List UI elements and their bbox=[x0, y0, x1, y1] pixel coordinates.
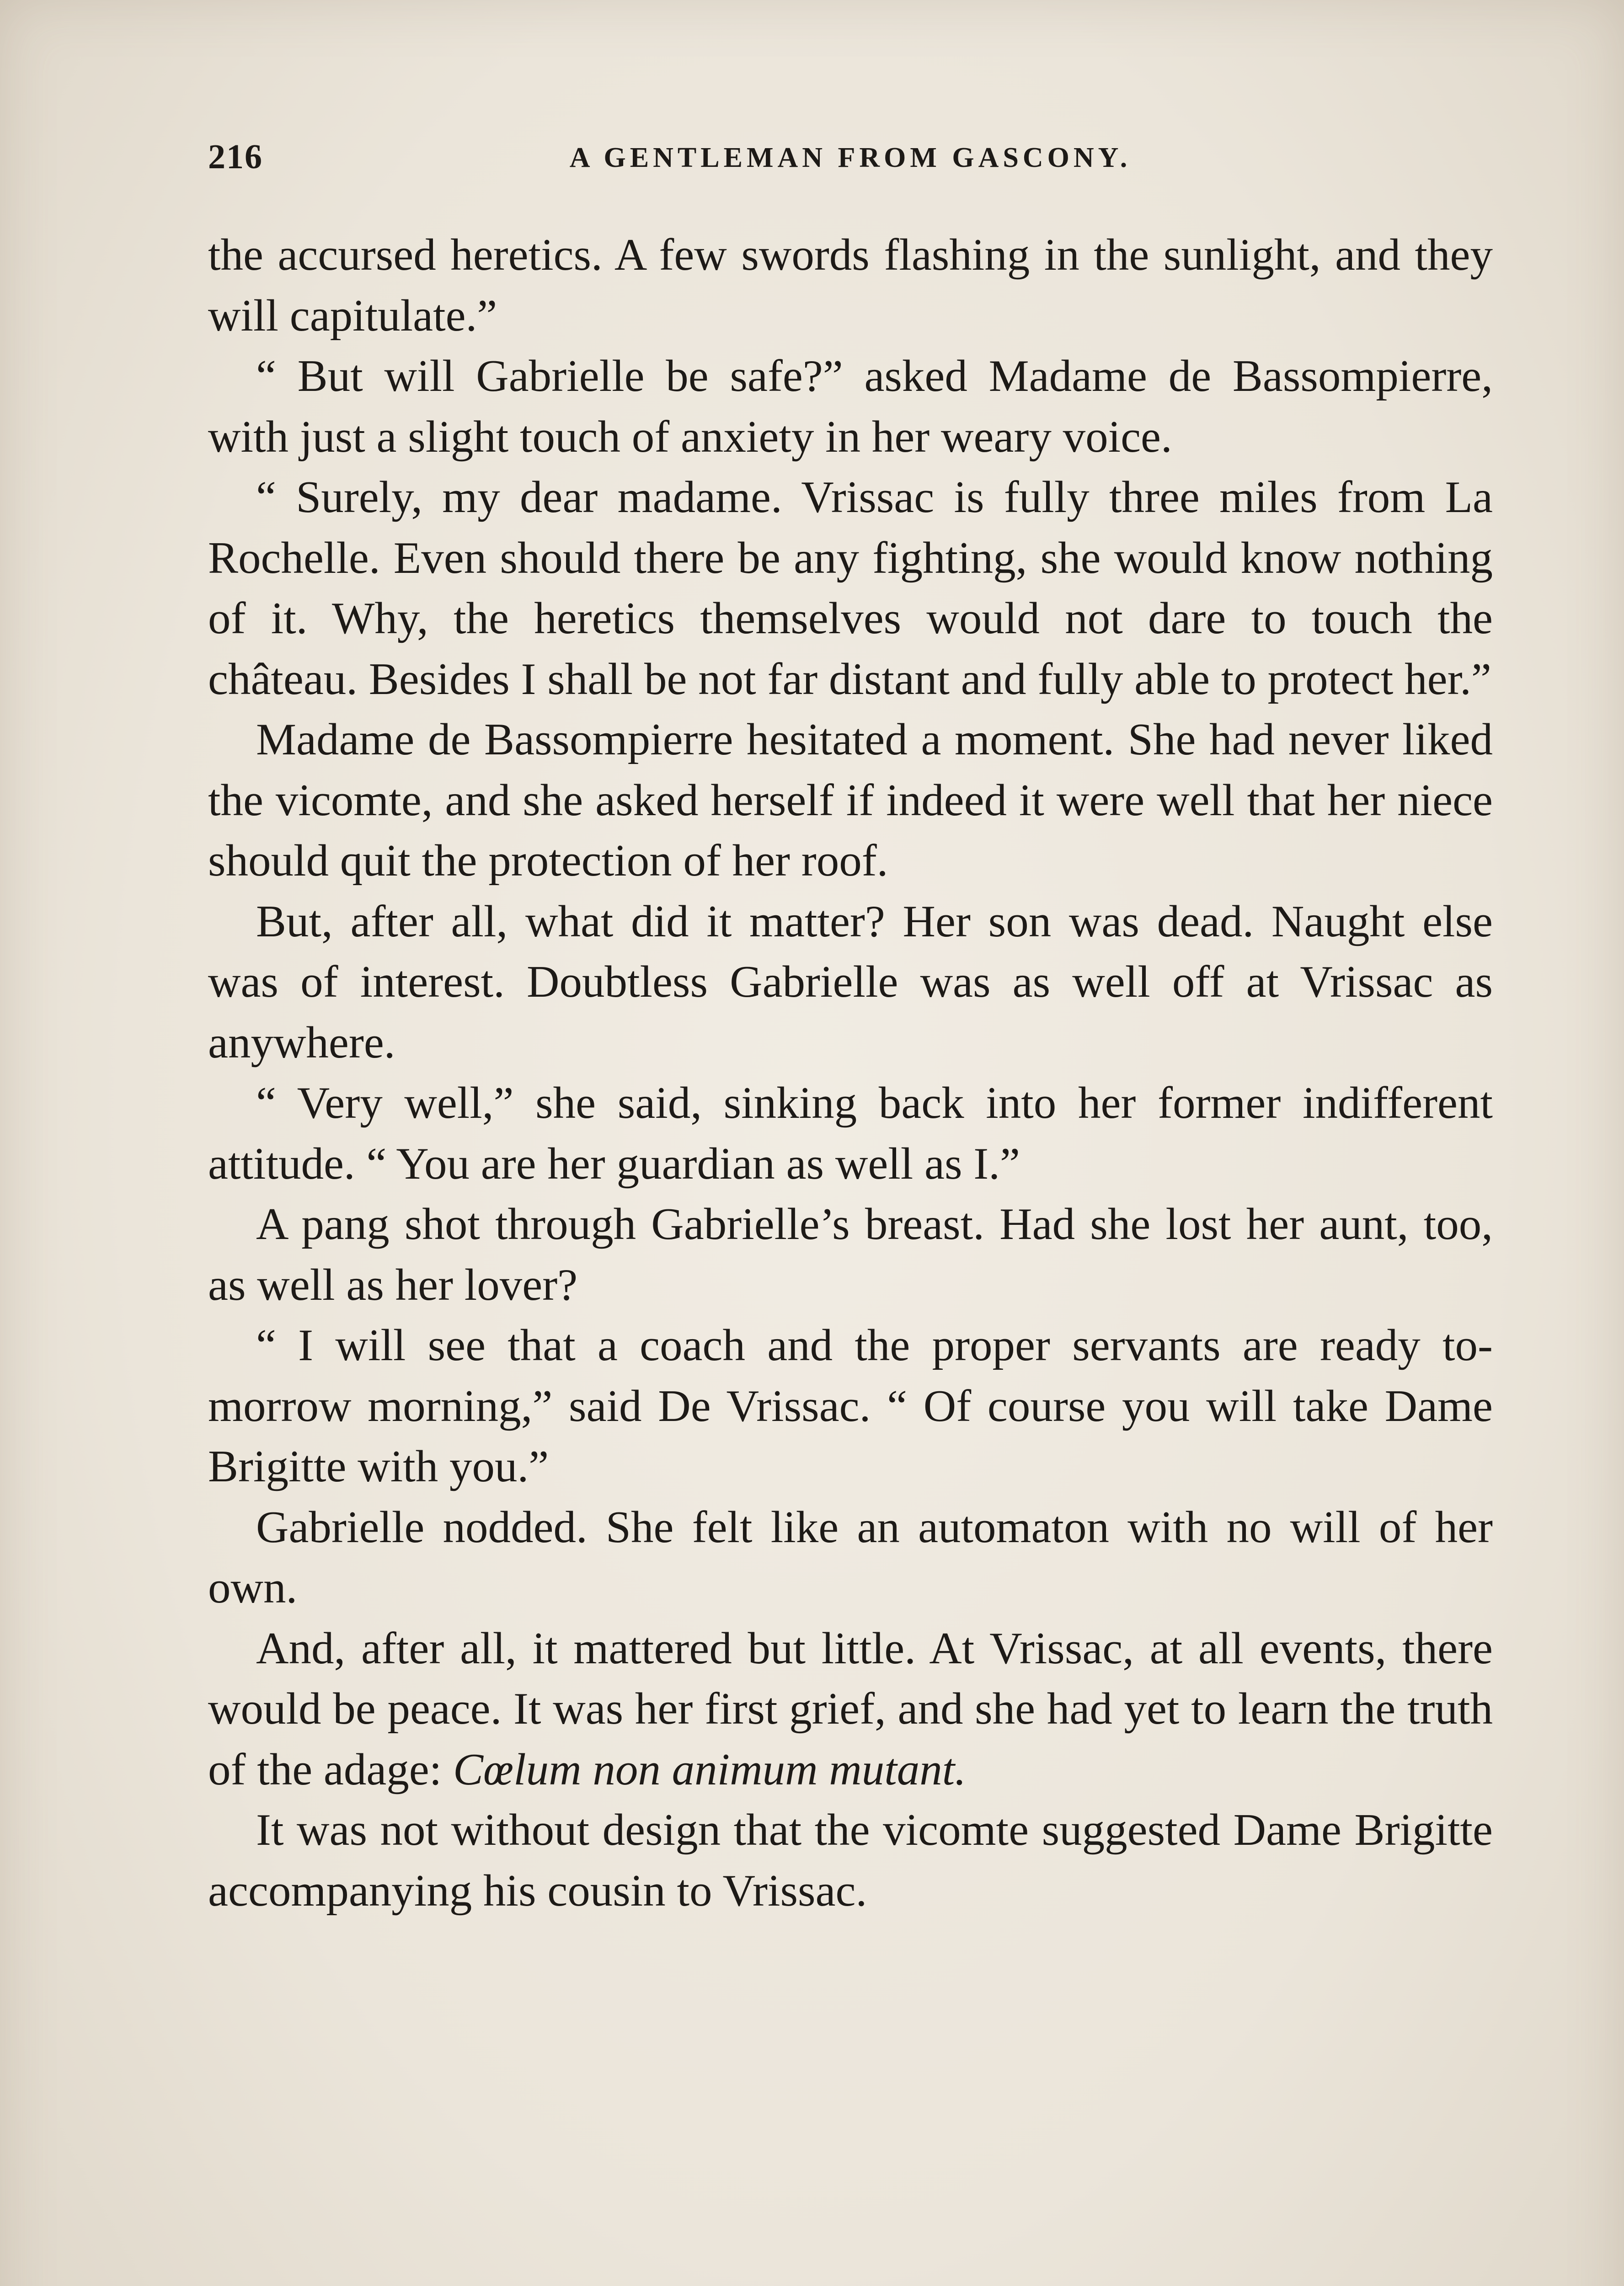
paragraph: “ But will Gabrielle be safe?” asked Madame de Bassompierre, with just a slight touch of anxiety in her weary voice. bbox=[208, 351, 1493, 462]
paragraph: A pang shot through Gabrielle’s breast. Had she lost her aunt, too, as well as her lover? bbox=[208, 1199, 1493, 1310]
paragraph: It was not without design that the vicomte suggested Dame Brigitte accompanying his cousin to Vrissac. bbox=[208, 1805, 1493, 1916]
paragraph-adage bbox=[208, 1618, 1493, 1800]
paragraph: “ I will see that a coach and the proper servants are ready to-morrow morning,” said De Vrissac. “ Of course you will take Dame Brigitte with you.” bbox=[208, 1320, 1493, 1491]
paragraph-text: And, after all, it mattered but little. At Vrissac, at all events, there would be peace. It was her first grief, and she had yet to learn the truth of the adage: bbox=[208, 1623, 1493, 1795]
paragraph: “ Very well,” she said, sinking back into her former indifferent attitude. “ You are her guardian as well as I.” bbox=[208, 1078, 1493, 1189]
body-text bbox=[208, 225, 1493, 1921]
paragraph: But, after all, what did it matter? Her son was dead. Naught else was of interest. Doubtless Gabrielle was as well off at Vrissac as anywhere. bbox=[208, 896, 1493, 1068]
paragraph: “ Surely, my dear madame. Vrissac is fully three miles from La Rochelle. Even should there be any fighting, she would know nothing of it. Why, the heretics themselves would not dare to touch the château. Besides I shall be not far distant and fully able to protect her.” bbox=[208, 472, 1493, 704]
paragraph: Gabrielle nodded. She felt like an automaton with no will of her own. bbox=[208, 1502, 1493, 1613]
paragraph: the accursed heretics. A few swords flashing in the sunlight, and they will capitulate.” bbox=[208, 230, 1493, 341]
paragraph: Madame de Bassompierre hesitated a moment. She had never liked the vicomte, and she asked herself if indeed it were well that her niece should quit the protection of her roof. bbox=[208, 715, 1493, 886]
page-number: 216 bbox=[208, 138, 263, 176]
running-head: A GENTLEMAN FROM GASCONY. bbox=[569, 142, 1132, 173]
latin-adage: Cœlum non animum mutant. bbox=[453, 1744, 967, 1795]
page-header bbox=[208, 137, 1493, 187]
